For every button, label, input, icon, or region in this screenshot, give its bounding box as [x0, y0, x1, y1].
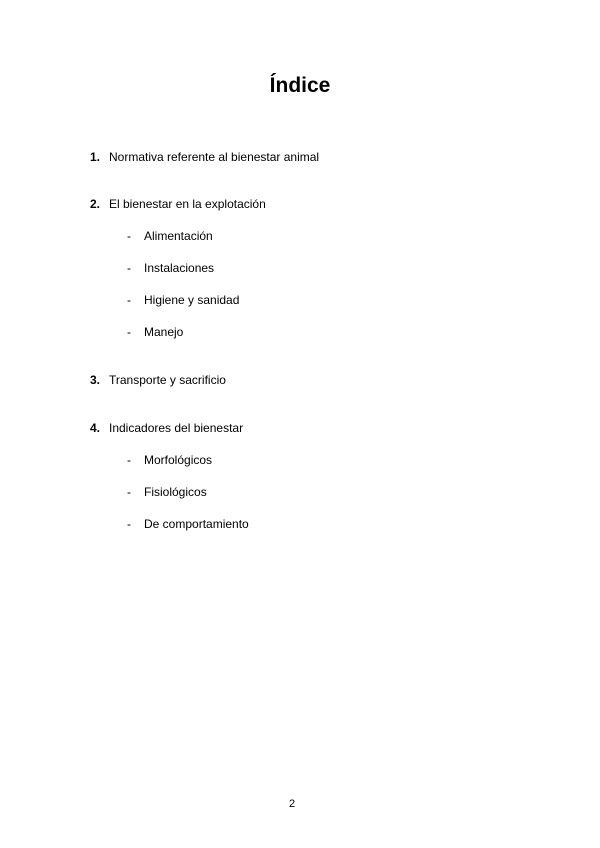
toc-subitem — [127, 293, 239, 307]
toc-section-2 — [90, 197, 266, 211]
toc-subitem-label: Higiene y sanidad — [144, 293, 240, 307]
page-number: 2 — [288, 798, 296, 810]
toc-section-label: El bienestar en la explotación — [109, 197, 266, 211]
bullet-dash: - — [127, 325, 131, 339]
table-of-contents — [90, 0, 550, 848]
toc-section-number: 2. — [90, 197, 101, 211]
toc-subitem — [127, 453, 212, 467]
toc-subitem — [127, 517, 249, 531]
bullet-dash: - — [127, 229, 131, 243]
toc-subitem — [127, 229, 213, 243]
toc-section-label: Transporte y sacrificio — [109, 373, 226, 387]
toc-section-4 — [90, 421, 243, 435]
toc-section-1 — [90, 150, 319, 164]
page-title: Índice — [269, 74, 331, 97]
bullet-dash: - — [127, 485, 131, 499]
bullet-dash: - — [127, 517, 131, 531]
toc-section-number: 3. — [90, 373, 101, 387]
toc-subitem-label: Manejo — [144, 325, 184, 339]
toc-subitem-label: Instalaciones — [144, 261, 215, 275]
bullet-dash: - — [127, 261, 131, 275]
toc-section-label: Indicadores del bienestar — [109, 421, 244, 435]
toc-subitem-label: Fisiológicos — [144, 485, 207, 499]
bullet-dash: - — [127, 453, 131, 467]
toc-section-number: 4. — [90, 421, 101, 435]
toc-section-number: 1. — [90, 150, 101, 164]
toc-subitem-label: De comportamiento — [144, 517, 249, 531]
toc-section-3 — [90, 373, 226, 387]
toc-subitem — [127, 485, 207, 499]
toc-section-label: Normativa referente al bienestar animal — [109, 150, 320, 164]
toc-subitem — [127, 261, 214, 275]
bullet-dash: - — [127, 293, 131, 307]
toc-subitem-label: Alimentación — [144, 229, 213, 243]
toc-subitem-label: Morfológicos — [144, 453, 213, 467]
toc-subitem — [127, 325, 183, 339]
